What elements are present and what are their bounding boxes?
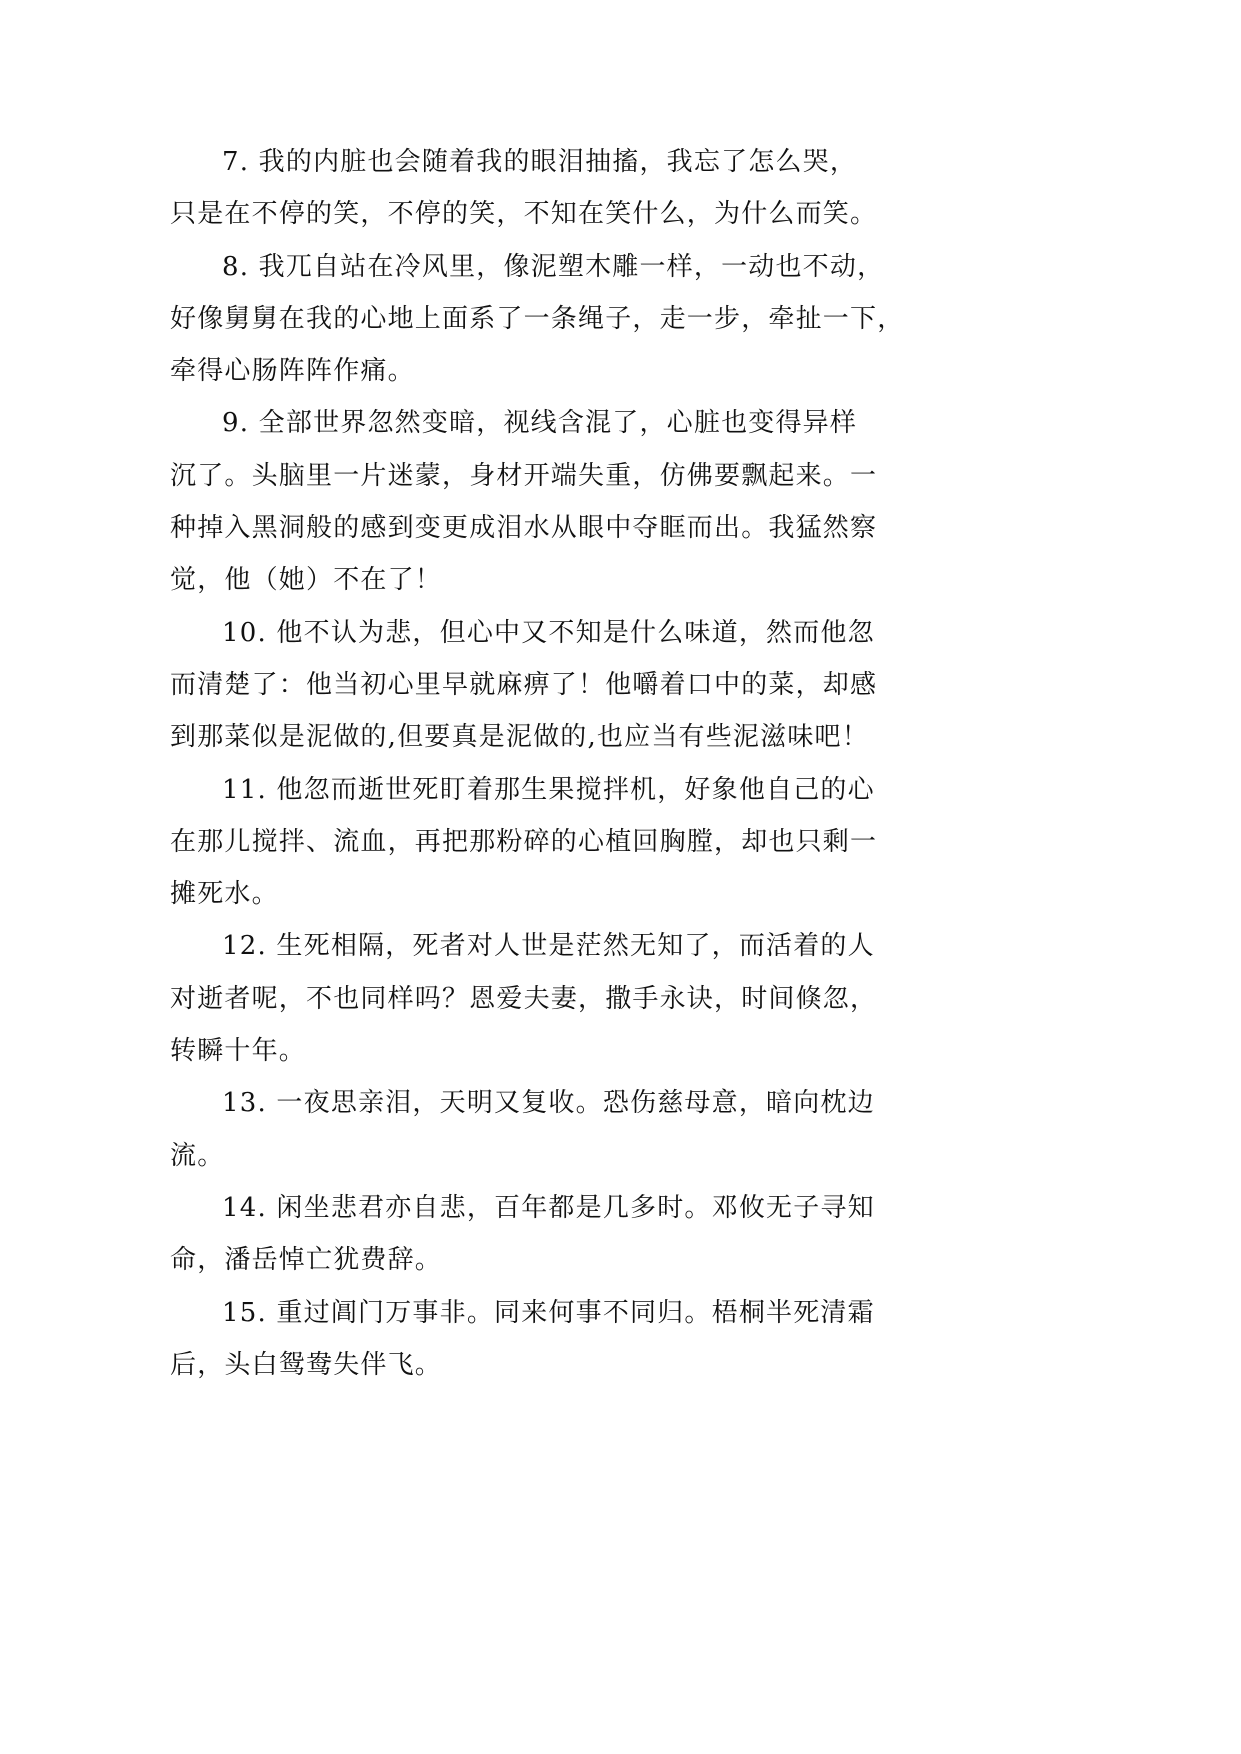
paragraph-line: 到那菜似是泥做的,但要真是泥做的,也应当有些泥滋味吧！ [170,722,869,753]
paragraph-line: 8. 我兀自站在冷风里，像泥塑木雕一样，一动也不动， [222,251,885,282]
paragraph-line: 摊死水。 [170,879,279,910]
document-body [170,136,950,1391]
paragraph-line: 12. 生死相隔，死者对人世是茫然无知了，而活着的人 [222,931,875,962]
paragraph-line: 后，头白鸳鸯失伴飞。 [170,1349,443,1380]
paragraph-line: 7. 我的内脏也会随着我的眼泪抽搐，我忘了怎么哭， [222,147,858,177]
paragraph-line: 14. 闲坐悲君亦自悲，百年都是几多时。邓攸无子寻知 [222,1192,875,1223]
paragraph-line: 牵得心肠阵阵作痛。 [170,356,415,387]
paragraph-line: 种掉入黑洞般的感到变更成泪水从眼中夺眶而出。我猛然察 [170,513,878,544]
paragraph-line: 觉，他（她）不在了！ [170,565,443,596]
paragraph-10 [170,607,950,764]
paragraph-line: 在那儿搅拌、流血，再把那粉碎的心植回胸膛，却也只剩一 [170,826,878,857]
paragraph-line: 只是在不停的笑，不停的笑，不知在笑什么，为什么而笑。 [170,199,878,230]
paragraph-line: 15. 重过阊门万事非。同来何事不同归。梧桐半死清霜 [222,1297,875,1328]
paragraph-7 [170,136,950,241]
paragraph-line: 好像舅舅在我的心地上面系了一条绳子，走一步，牵扯一下， [170,303,905,334]
paragraph-line: 9. 全部世界忽然变暗，视线含混了，心脏也变得异样 [222,408,858,439]
paragraph-line: 转瞬十年。 [170,1036,307,1067]
paragraph-13 [170,1077,950,1182]
paragraph-line: 10. 他不认为悲，但心中又不知是什么味道，然而他忽 [222,617,875,648]
paragraph-line: 流。 [170,1140,225,1171]
paragraph-line: 13. 一夜思亲泪，天明又复收。恐伤慈母意，暗向枕边 [222,1088,875,1119]
paragraph-11 [170,764,950,921]
paragraph-14 [170,1182,950,1287]
paragraph-line: 11. 他忽而逝世死盯着那生果搅拌机，好象他自己的心 [222,774,875,805]
paragraph-line: 命，潘岳悼亡犹费辞。 [170,1245,443,1276]
paragraph-15 [170,1287,950,1392]
paragraph-12 [170,920,950,1077]
paragraph-9 [170,397,950,606]
paragraph-8 [170,241,950,398]
paragraph-line: 而清楚了：他当初心里早就麻痹了！他嚼着口中的菜，却感 [170,669,878,700]
paragraph-line: 对逝者呢，不也同样吗？恩爱夫妻，撒手永诀，时间倏忽， [170,983,878,1014]
paragraph-line: 沉了。头脑里一片迷蒙，身材开端失重，仿佛要飘起来。一 [170,460,878,491]
